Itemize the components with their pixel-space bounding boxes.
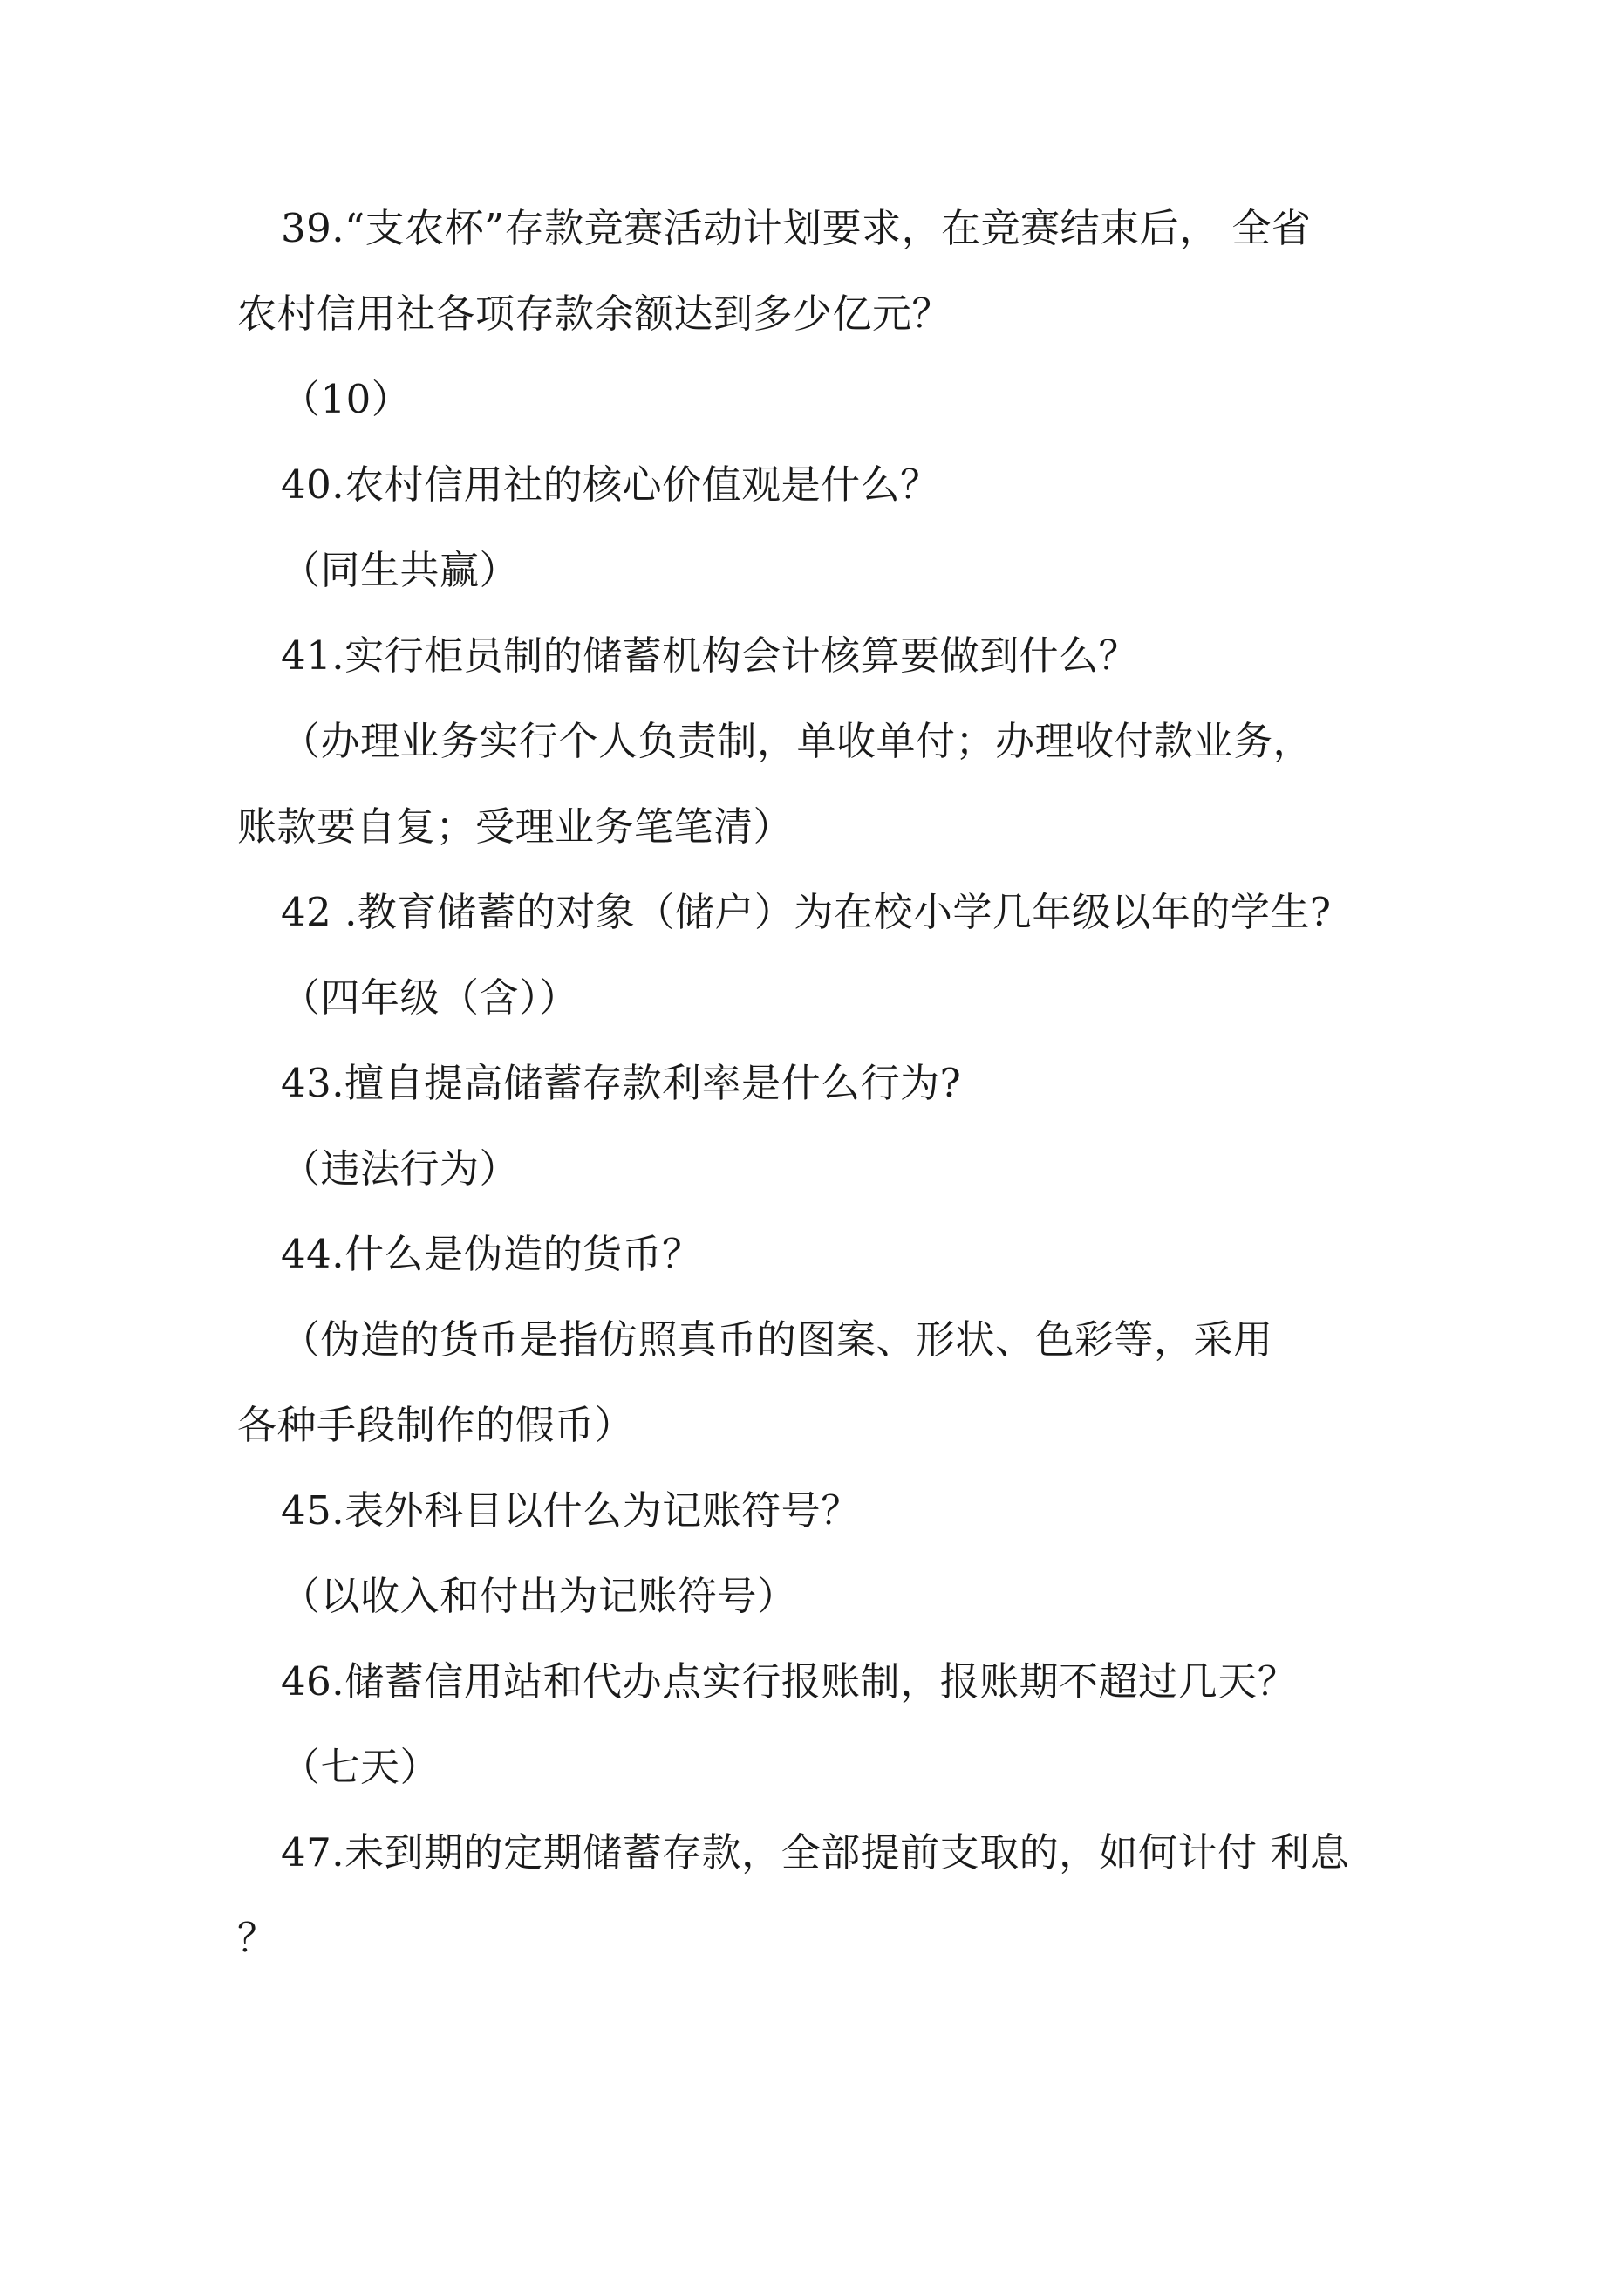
question-43: 43.擅自提高储蓄存款利率是什么行为? [281,1060,962,1106]
answer-42: （四年级（含）） [281,974,579,1021]
answer-40: （同生共赢） [281,547,520,593]
question-40: 40.农村信用社的核心价值观是什么？ [281,461,940,508]
question-44: 44.什么是伪造的货币？ [281,1231,702,1277]
question-39-line-1: 39.“支农杯”存款竞赛活动计划要求，在竞赛结束后， 全省 [281,205,1312,251]
answer-46: （七天） [281,1744,440,1790]
question-47-line-2: ？ [237,1915,277,1961]
answer-45: （以收入和付出为记账符号） [281,1573,797,1619]
answer-41-line-2: 账款要自复；受理业务笔笔清） [237,803,794,850]
question-41: 41.实行柜员制的储蓄机构会计核算要做到什么？ [281,632,1139,679]
answer-44-line-1: （伪造的货币是指仿照真币的图案、形状、色彩等，采用 [281,1316,1273,1363]
question-39-line-2: 农村信用社各项存款余额达到多少亿元？ [237,290,952,337]
answer-44-line-2: 各种手段制作的假币） [237,1402,635,1448]
answer-43: （违法行为） [281,1145,520,1192]
question-42: 42 .教育储蓄的对象（储户）为在校小学几年级以年的学生? [281,889,1332,935]
answer-41-line-1: （办理业务实行个人负责制，单收单付；办理收付款业务， [281,718,1313,764]
question-47-line-1: 47.未到期的定期储蓄存款，全部提前支取的，如何计付 利息 [281,1829,1350,1876]
question-46: 46.储蓄信用站和代办点实行报账制，报账期不超过几天？ [281,1658,1298,1705]
answer-39: （10） [281,376,412,422]
question-45: 45.表外科目以什么为记账符号？ [281,1487,861,1534]
